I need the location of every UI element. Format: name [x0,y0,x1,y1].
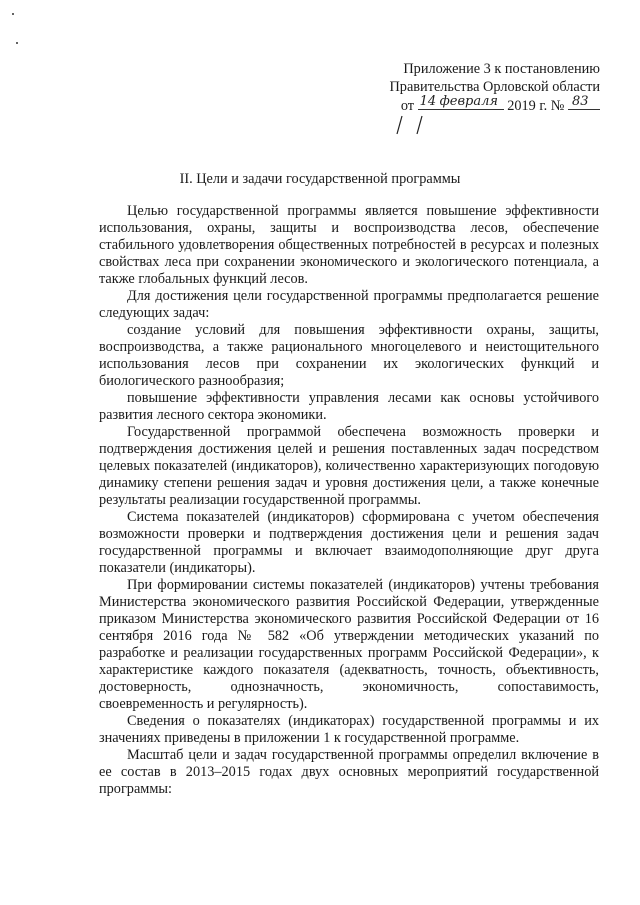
paragraph: При формировании системы показателей (индикаторов) учтены требования Министерства экономического развития Российской Федерации, утвержденные приказом Министерства экономического развития Российской Федерации от 16 сентября 2016 года № 582 «Об утверждении методических указаний по разработке и реализации государственных программ Российской Федерации», к характеристике каждого показателя (адекватность, точность, объективность, достоверность, однозначность, экономичность, сопоставимость, своевременность и регулярность). [99,577,599,712]
section-title: II. Цели и задачи государственной программы [179,171,461,187]
date-prefix: от [400,98,415,114]
appendix-line-1: Приложение 3 к постановлению [403,61,600,77]
date-year: 2019 г. № [507,98,565,114]
scan-speck [12,13,14,15]
paragraph: Целью государственной программы является повышение эффективности использования, охраны, защиты и воспроизводства лесов, обеспечение стабильного удовлетворения общественных потребностей в ресурсах и полезных свойствах леса при сохранении экономического и экологического потенциала, а также глобальных функций лесов. [99,203,599,287]
signature-strokes-icon [392,114,442,136]
paragraph: Система показателей (индикаторов) сформирована с учетом обеспечения возможности проверки и подтверждения достижения цели и решения задач государственной программы и включает взаимодополняющие друг друга показатели (индикаторы). [99,509,599,576]
handwritten-month: февраля [439,94,499,109]
paragraph: Масштаб цели и задач государственной программы определил включение в ее состав в 2013–2015 годах двух основных мероприятий государственной программы: [99,747,599,797]
paragraph: Для достижения цели государственной программы предполагается решение следующих задач: [99,288,599,321]
appendix-block [340,61,600,116]
handwritten-doc-number: 83 [572,94,589,109]
appendix-date-line [340,96,600,116]
paragraph: повышение эффективности управления лесами как основы устойчивого развития лесного сектора экономики. [99,390,599,423]
appendix-line-2: Правительства Орловской области [389,78,600,95]
handwritten-day: 14 [419,94,437,109]
paragraph: Сведения о показателях (индикаторах) государственной программы и их значениях приведены в приложении 1 к государственной программе. [99,713,599,746]
paragraph: Государственной программой обеспечена возможность проверки и подтверждения достижения целей и решения поставленных задач посредством целевых показателей (индикаторов), количественно характеризующих погодовую динамику степени решения задач и уровня достижения цели, а также конечные результаты реализации государственной программы. [99,424,599,508]
handwritten-number-field [568,96,600,110]
handwritten-date-field [418,96,504,110]
scan-speck [16,42,18,44]
paragraph: создание условий для повышения эффективности охраны, защиты, воспроизводства, а также рационального многоцелевого и неистощительного использования лесов при сохранении их экологических функций и биологического разнообразия; [99,322,599,389]
document-body [99,203,599,798]
